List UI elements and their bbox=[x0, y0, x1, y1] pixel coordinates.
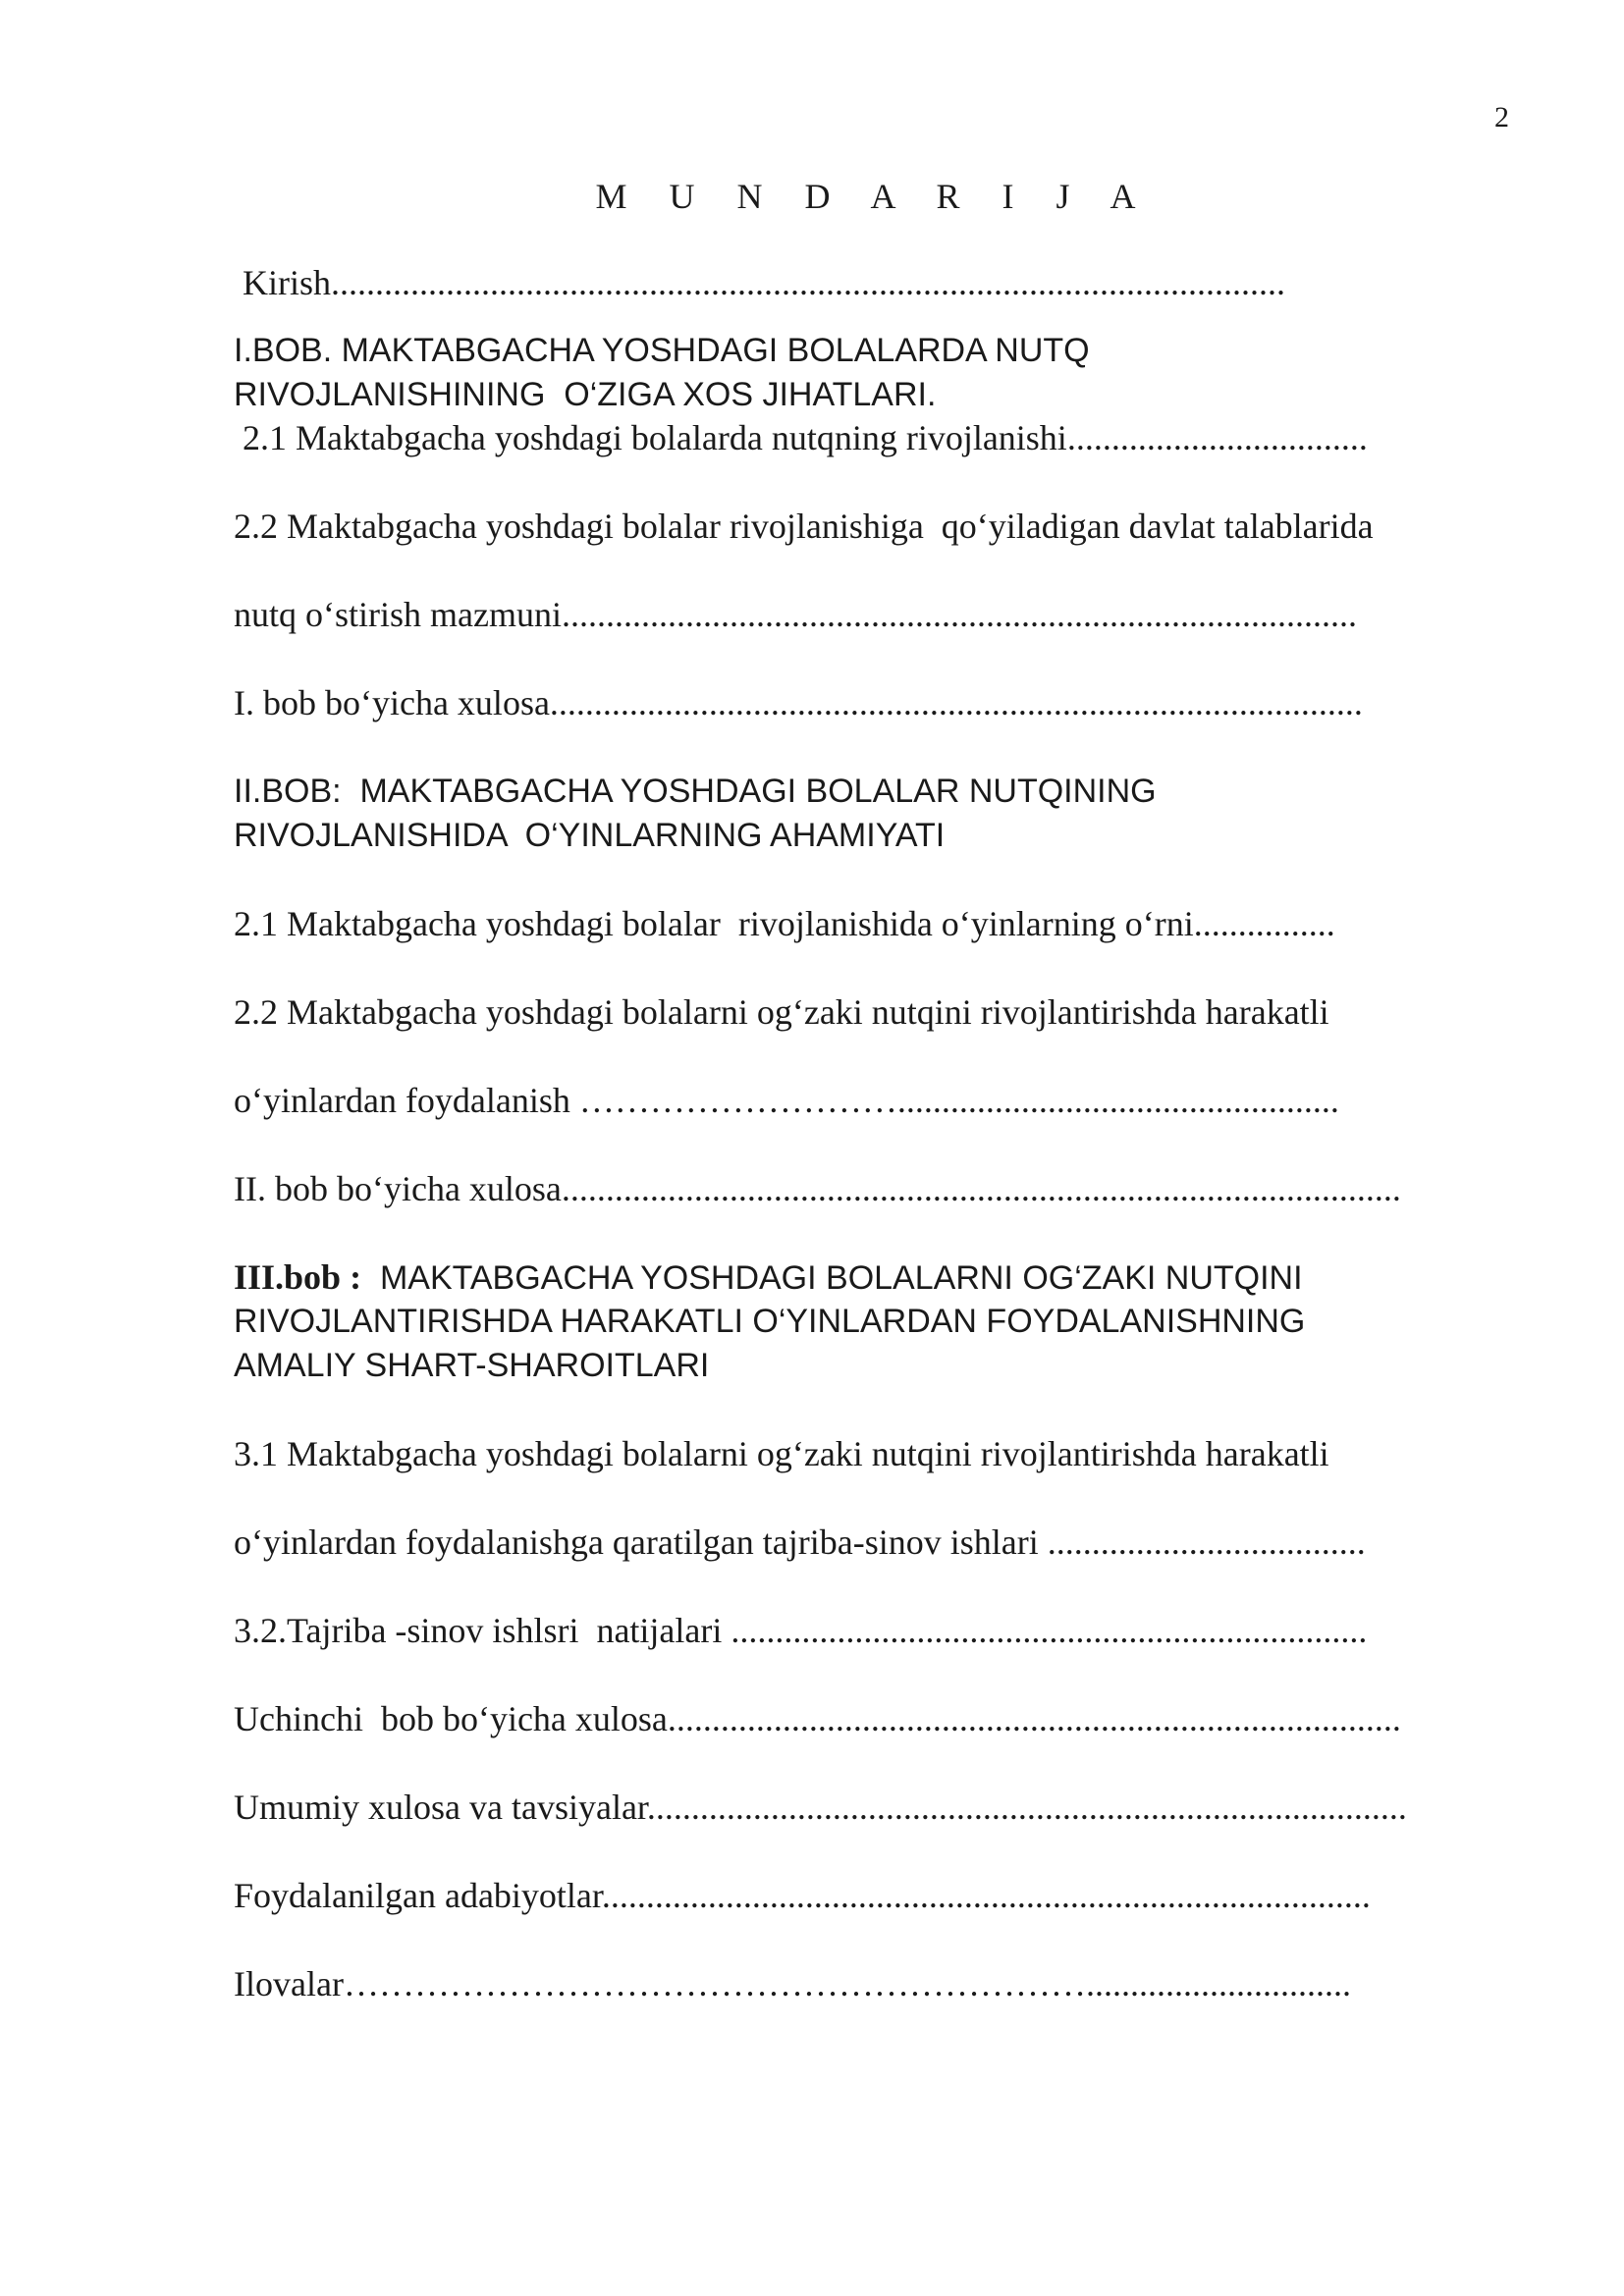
toc-chapter-3-title-line-3: AMALIY SHART-SHAROITLARI bbox=[234, 1347, 710, 1384]
toc-entry-2-2-line-1: 2.2 Maktabgacha yoshdagi bolalarni og‘zaki nutqini rivojlantirishda harakatli bbox=[234, 992, 1329, 1032]
toc-entry-2-2-line-2: o‘yinlardan foydalanish ……………………….................................................. bbox=[234, 1081, 1339, 1120]
toc-entry-references: Foydalanilgan adabiyotlar....................................................................................... bbox=[234, 1876, 1371, 1915]
toc-entry-3-2: 3.2.Tajriba -sinov ishlsri natijalari ........................................................................ bbox=[234, 1611, 1368, 1650]
page-number: 2 bbox=[1494, 101, 1509, 133]
toc-entry-appendices: Ilovalar……………………………………………………….............................. bbox=[234, 1964, 1351, 2003]
chapter-3-title-text: MAKTABGACHA YOSHDAGI BOLALARNI OG‘ZAKI NUTQINI bbox=[361, 1259, 1303, 1297]
toc-entry-kirish: Kirish............................................................................................................ bbox=[234, 263, 1285, 302]
toc-entry-1-2-line-1: 2.2 Maktabgacha yoshdagi bolalar rivojlanishiga qo‘yiladigan davlat talablarida bbox=[234, 507, 1374, 546]
toc-entry-chapter-1-conclusion: I. bob bo‘yicha xulosa............................................................................................ bbox=[234, 683, 1363, 722]
toc-entry-3-1-line-2: o‘yinlardan foydalanishga qaratilgan tajriba-sinov ishlari .................................... bbox=[234, 1522, 1366, 1562]
toc-chapter-2-title-line-1: II.BOB: MAKTABGACHA YOSHDAGI BOLALAR NUTQINING bbox=[234, 773, 1157, 810]
toc-entry-chapter-2-conclusion: II. bob bo‘yicha xulosa............................................................................................... bbox=[234, 1169, 1401, 1208]
toc-entry-3-1-line-1: 3.1 Maktabgacha yoshdagi bolalarni og‘zaki nutqini rivojlantirishda harakatli bbox=[234, 1434, 1329, 1473]
toc-entry-chapter-3-conclusion: Uchinchi bob bo‘yicha xulosa................................................................................... bbox=[234, 1699, 1401, 1738]
toc-entry-1-2-line-2: nutq o‘stirish mazmuni.......................................................................................... bbox=[234, 595, 1357, 634]
toc-entry-1-1: 2.1 Maktabgacha yoshdagi bolalarda nutqning rivojlanishi.................................. bbox=[234, 418, 1368, 457]
chapter-3-label: III.bob : bbox=[234, 1257, 362, 1297]
toc-chapter-1-title-line-1: I.BOB. MAKTABGACHA YOSHDAGI BOLALARDA NUTQ bbox=[234, 332, 1090, 369]
toc-entry-2-1: 2.1 Maktabgacha yoshdagi bolalar rivojlanishida o‘yinlarning o‘rni................ bbox=[234, 904, 1335, 943]
toc-chapter-1-title-line-2: RIVOJLANISHINING O‘ZIGA XOS JIHATLARI. bbox=[234, 376, 937, 413]
document-title: M U N D A R I J A bbox=[595, 177, 1153, 216]
toc-chapter-3-title-line-1 bbox=[234, 1255, 1303, 1301]
toc-chapter-3-title-line-2: RIVOJLANTIRISHDA HARAKATLI O‘YINLARDAN FOYDALANISHNING bbox=[234, 1303, 1306, 1340]
toc-entry-general-conclusion: Umumiy xulosa va tavsiyalar...................................................................................... bbox=[234, 1788, 1407, 1827]
toc-chapter-2-title-line-2: RIVOJLANISHIDA O‘YINLARNING AHAMIYATI bbox=[234, 817, 946, 854]
